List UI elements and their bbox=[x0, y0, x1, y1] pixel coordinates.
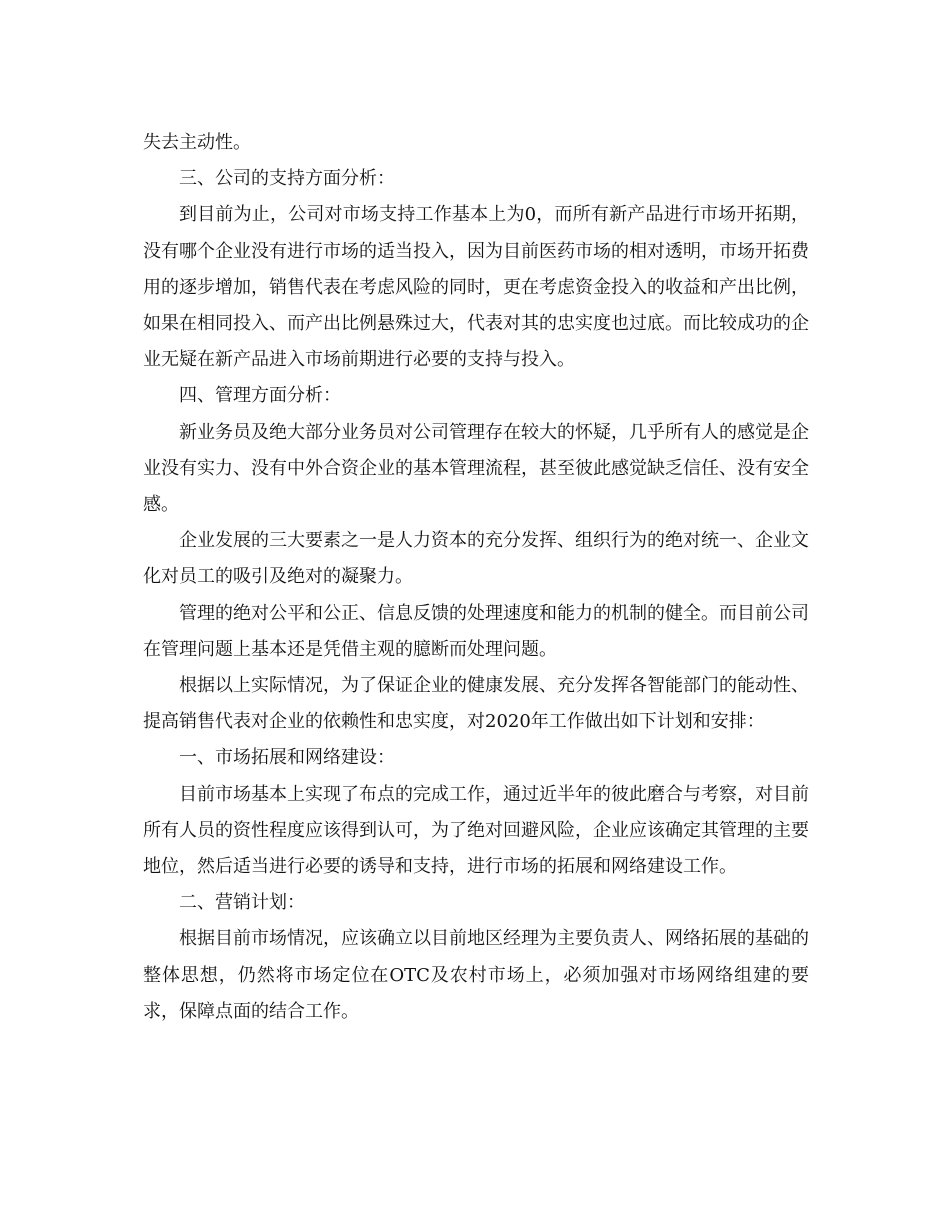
section-heading-management: 四、管理方面分析： bbox=[179, 385, 341, 407]
paragraph-management-fairness: 管理的绝对公平和公正、信息反馈的处理速度和能力的机制的健全。而目前公司在管理问题上基本还是凭借主观的臆断而处理问题。 bbox=[143, 602, 809, 660]
paragraph-market-expansion: 目前市场基本上实现了布点的完成工作，通过近半年的彼此磨合与考察，对目前所有人员的资性程度应该得到认可，为了绝对回避风险，企业应该确定其管理的主要地位，然后适当进行必要的诱导和支持，进行市场的拓展和网络建设工作。 bbox=[143, 783, 809, 878]
section-heading-market-expansion: 一、市场拓展和网络建设： bbox=[179, 747, 395, 769]
section-heading-company-support: 三、公司的支持方面分析： bbox=[179, 168, 395, 190]
document-body bbox=[143, 125, 809, 1030]
paragraph-development-factors: 企业发展的三大要素之一是人力资本的充分发挥、组织行为的绝对统一、企业文化对员工的吸引及绝对的凝聚力。 bbox=[143, 530, 809, 588]
paragraph-marketing-plan: 根据目前市场情况，应该确立以目前地区经理为主要负责人、网络拓展的基础的整体思想，仍然将市场定位在OTC及农村市场上，必须加强对市场网络组建的要求，保障点面的结合工作。 bbox=[143, 928, 809, 1022]
paragraph-management-doubts: 新业务员及绝大部分业务员对公司管理存在较大的怀疑，几乎所有人的感觉是企业没有实力、没有中外合资企业的基本管理流程，甚至彼此感觉缺乏信任、没有安全感。 bbox=[143, 421, 809, 516]
section-heading-marketing-plan: 二、营销计划： bbox=[179, 892, 305, 914]
paragraph-continuation: 失去主动性。 bbox=[143, 132, 251, 153]
paragraph-company-support: 到目前为止，公司对市场支持工作基本上为0，而所有新产品进行市场开拓期，没有哪个企业没有进行市场的适当投入，因为目前医药市场的相对透明，市场开拓费用的逐步增加，销售代表在考虑风险的同时，更在考虑资金投入的收益和产出比例，如果在相同投入、而产出比例悬殊过大，代表对其的忠实度也过底。而比较成功的企业无疑在新产品进入市场前期进行必要的支持与投入。 bbox=[143, 204, 809, 371]
paragraph-plan-intro: 根据以上实际情况，为了保证企业的健康发展、充分发挥各智能部门的能动性、提高销售代表对企业的依赖性和忠实度，对2020年工作做出如下计划和安排： bbox=[143, 675, 809, 733]
